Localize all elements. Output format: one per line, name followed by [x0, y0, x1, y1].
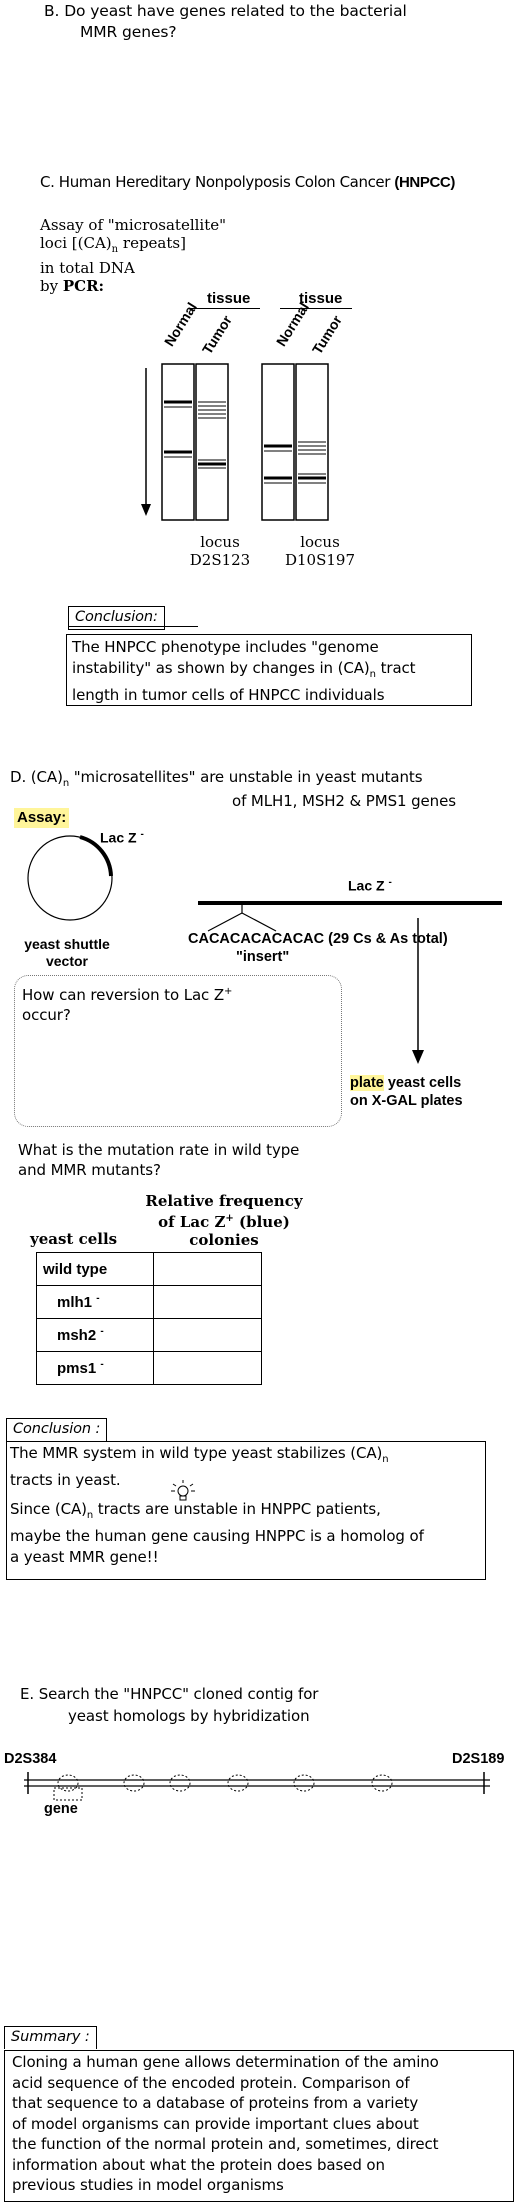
reversion-question: How can reversion to Lac Z+ occur? — [22, 986, 233, 1024]
section-e-line1: E. Search the "HNPCC" cloned contig for — [20, 1685, 319, 1703]
frequency-column-header: Relative frequency of Lac Z+ (blue) colonies — [145, 1192, 303, 1249]
lane-label-normal-2: Normal — [272, 299, 312, 350]
table-row: mlh1 - — [37, 1286, 262, 1319]
conclusion-c-tag: Conclusion: — [68, 606, 165, 630]
lane-label-tumor-1: Tumor — [198, 312, 235, 358]
lightbulb-icon — [168, 1478, 198, 1508]
contig-diagram — [24, 1768, 494, 1808]
table-row: msh2 - — [37, 1319, 262, 1352]
locus-2-label: locus D10S197 — [284, 533, 356, 569]
section-b-line2: MMR genes? — [80, 23, 177, 41]
conclusion-c-tag-underline — [68, 626, 198, 627]
gene-label: gene — [44, 1801, 78, 1817]
table-row — [37, 1253, 262, 1286]
insert-label: "insert" — [236, 949, 290, 965]
gel-lane-normal-1 — [162, 364, 194, 520]
conclusion-c-text: The HNPCC phenotype includes "genome instability" as shown by changes in $(CA)_n$ tract length in tumor cells of HNPCC individuals — [72, 638, 416, 704]
gel-lane-tumor-1 — [196, 364, 228, 520]
frequency-table — [36, 1252, 262, 1385]
lane-label-tumor-2: Tumor — [308, 312, 345, 358]
gel-lane-normal-2 — [262, 364, 294, 520]
bands-tumor-1 — [198, 402, 226, 468]
conclusion-d-tag: Conclusion : — [6, 1418, 107, 1441]
row-label: msh2 — [57, 1327, 97, 1344]
mutation-rate-question: What is the mutation rate in wild type and MMR mutants? — [18, 1141, 300, 1179]
section-c-heading: C. Human Hereditary Nonpolyposis Colon Cancer (HNPCC) — [40, 173, 455, 191]
row-label: mlh1 — [57, 1294, 93, 1311]
section-d-heading-line2: of MLH1, MSH2 & PMS1 genes — [232, 792, 456, 810]
frequency-cell — [154, 1352, 262, 1385]
lane-label-normal-1: Normal — [160, 299, 200, 350]
bands-normal-2 — [264, 446, 292, 483]
locus-1-label: locus D2S123 — [189, 533, 251, 569]
gel-diagram — [130, 358, 360, 528]
summary-tag: Summary : — [4, 2026, 97, 2049]
insert-sequence: CACACACACACAC (29 Cs & As total) — [188, 931, 448, 947]
plate-instruction: plate yeast cells on X-GAL plates — [350, 1075, 463, 1109]
shuttle-vector-label: yeast shuttle vector — [24, 936, 110, 969]
marker-right: D2S189 — [452, 1751, 505, 1767]
marker-left: D2S384 — [4, 1751, 57, 1767]
migration-arrow-head — [141, 504, 151, 516]
linear-lacz-label: Lac Z - — [348, 877, 392, 894]
table-row: pms1 - — [37, 1352, 262, 1385]
tissue-label-2: tissue — [299, 290, 343, 307]
frequency-cell — [154, 1253, 262, 1286]
yeast-cells-header: yeast cells — [30, 1230, 118, 1248]
assay-label: Assay: — [14, 808, 69, 828]
row-label: wild type — [43, 1260, 108, 1278]
conclusion-d-text: The MMR system in wild type yeast stabilizes $(CA)_n$ tracts in yeast. Since $(CA)_n$ tracts are unstable in HNPPC patients, maybe the human gene causing HNPPC is a homolog of a yeast MMR gene!! — [10, 1444, 424, 1566]
frequency-cell — [154, 1286, 262, 1319]
section-e-line2: yeast homologs by hybridization — [68, 1707, 310, 1725]
section-d-heading: D. $(CA)_n$ "microsatellites" are unstable in yeast mutants — [10, 768, 423, 789]
bands-normal-1 — [164, 402, 192, 457]
assay-description: Assay of "microsatellite" loci [$(CA)_n$ repeats] in total DNA by PCR: — [40, 216, 227, 295]
section-b-line1: B. Do yeast have genes related to the bacterial — [44, 2, 407, 20]
plasmid-lacz-label: Lac Z - — [100, 829, 144, 846]
bands-tumor-2 — [298, 442, 326, 483]
plate-arrow — [408, 918, 428, 1068]
frequency-cell — [154, 1319, 262, 1352]
summary-text: Cloning a human gene allows determination of the amino acid sequence of the encoded protein. Comparison of that sequence to a database of proteins from a variety of model organisms can provide important clues about the function of the normal protein and, sometimes, direct information about what the protein does based on previous studies in model organisms — [12, 2053, 439, 2194]
tissue-label-1: tissue — [207, 290, 251, 307]
row-label: pms1 — [57, 1360, 97, 1377]
